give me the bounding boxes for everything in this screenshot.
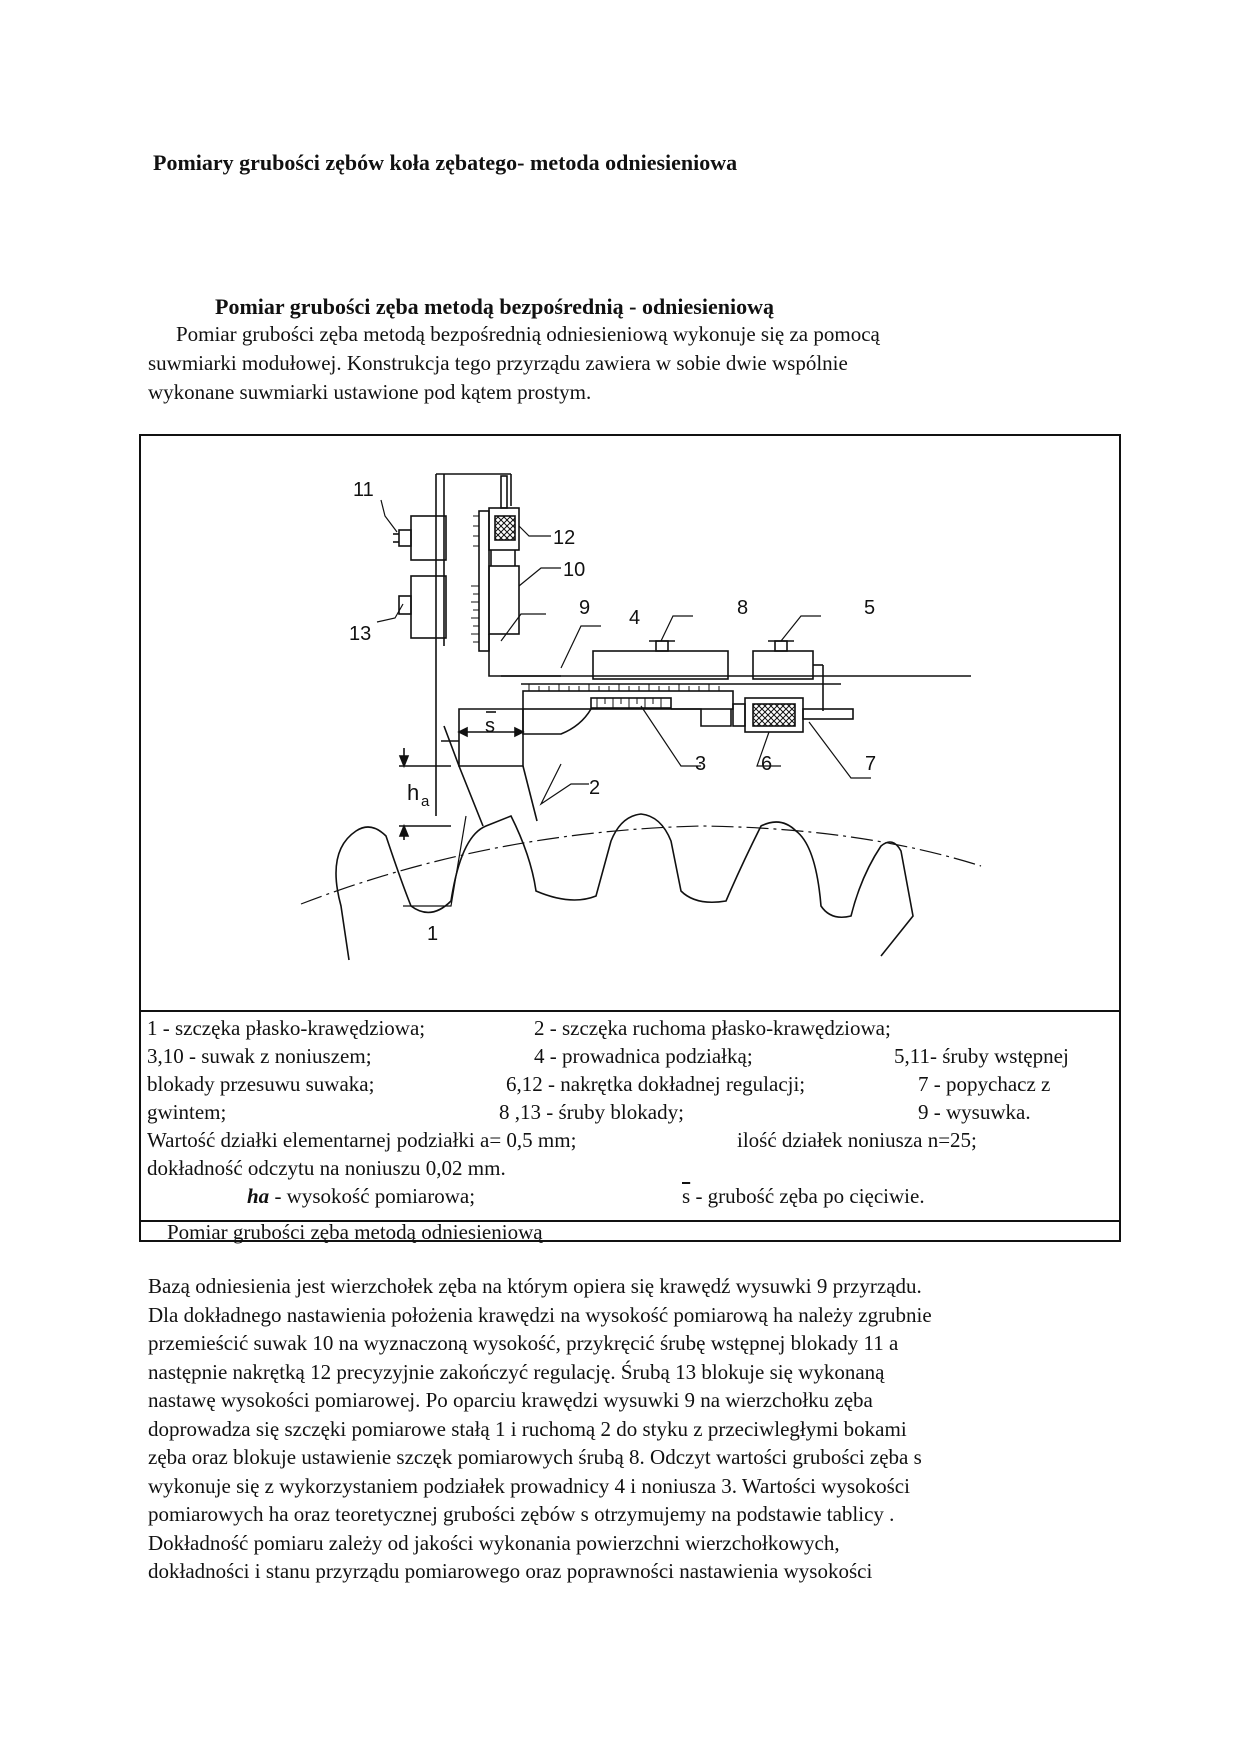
slider-8 — [593, 651, 728, 679]
legend-item: Wartość działki elementarnej podziałki a= 0,5 mm; — [147, 1128, 577, 1152]
slider-10 — [489, 566, 519, 634]
label-1: 1 — [427, 923, 439, 945]
slider-11 — [411, 516, 446, 560]
body-line: doprowadza się szczęki pomiarowe stałą 1 i ruchomą 2 do styku z przeciwległymi bokami — [148, 1416, 907, 1441]
intro-line: Pomiar grubości zęba metodą bezpośrednią odniesieniową wykonuje się za pomocą — [176, 322, 880, 346]
label-s: s — [485, 715, 495, 737]
legend-item: 7 - popychacz z — [918, 1072, 1051, 1096]
nut-6 — [753, 704, 795, 726]
legend-item: 8 ,13 - śruby blokady; — [499, 1100, 684, 1124]
label-12: 12 — [553, 527, 576, 549]
legend-item: 1 - szczęka płasko-krawędziowa; — [147, 1016, 426, 1040]
section-title: Pomiar grubości zęba metodą bezpośrednią - odniesieniową — [215, 294, 774, 319]
page-title: Pomiary grubości zębów koła zębatego- metoda odniesieniowa — [153, 150, 738, 175]
body-line: nastawę wysokości pomiarowej. Po oparciu krawędzi wysuwki 9 na wierzchołku zęba — [148, 1388, 873, 1412]
body-line: Bazą odniesienia jest wierzchołek zęba na którym opiera się krawędź wysuwki 9 przyrządu. — [148, 1274, 922, 1298]
block-5 — [753, 651, 813, 679]
legend-item: dokładność odczytu na noniuszu 0,02 mm. — [147, 1156, 506, 1180]
main-beam — [523, 691, 733, 709]
body-line: wykonuje się z wykorzystaniem podziałek prowadnicy 4 i noniusza 3. Wartości wysokości — [148, 1473, 910, 1498]
body-line: przemieścić suwak 10 na wyznaczoną wysokość, przykręcić śrubę wstępnej blokady 11 a — [148, 1331, 899, 1355]
slider-13 — [411, 576, 446, 638]
body-line: zęba oraz blokuje ustawienie szczęk pomiarowych śrubą 8. Odczyt wartości grubości zęba s — [148, 1445, 922, 1469]
s-description: - grubość zęba po cięciwie. — [690, 1184, 925, 1208]
ha-description: - wysokość pomiarowa; — [269, 1184, 476, 1208]
body-line: Dla dokładnego nastawienia położenia krawędzi na wysokość pomiarową ha należy zgrubnie — [148, 1302, 932, 1327]
label-13: 13 — [349, 623, 372, 645]
label-2: 2 — [589, 777, 601, 799]
vernier-3 — [591, 698, 671, 708]
gear-profile — [336, 814, 913, 960]
label-4: 4 — [629, 607, 641, 629]
label-9: 9 — [579, 597, 591, 619]
legend-item: 3,10 - suwak z noniuszem; — [147, 1044, 372, 1068]
pitch-circle — [301, 826, 981, 904]
label-11: 11 — [353, 479, 374, 501]
legend-item: ilość działek noniusza n=25; — [737, 1128, 977, 1152]
legend-s — [682, 1184, 925, 1209]
caliper-diagram — [141, 436, 1119, 1010]
label-6: 6 — [761, 753, 773, 775]
legend-item: gwintem; — [147, 1100, 227, 1124]
legend-item: blokady przesuwu suwaka; — [147, 1072, 375, 1096]
intro-line: suwmiarki modułowej. Konstrukcja tego przyrządu zawiera w sobie dwie wspólnie — [148, 351, 848, 375]
body-line: dokładności i stanu przyrządu pomiarowego oraz poprawności nastawienia wysokości — [148, 1559, 873, 1583]
legend-item: 4 - prowadnica podziałką; — [534, 1044, 753, 1068]
figure-frame — [139, 434, 1121, 1242]
body-paragraph — [148, 1272, 1108, 1586]
legend-item: 9 - wysuwka. — [918, 1100, 1031, 1124]
label-3: 3 — [695, 753, 707, 775]
label-ha-sub: a — [421, 793, 430, 810]
nut-12 — [495, 516, 515, 540]
body-line: Dokładność pomiaru zależy od jakości wykonania powierzchni wierzchołkowych, — [148, 1530, 840, 1555]
label-ha: h — [407, 780, 420, 805]
legend — [141, 1010, 1119, 1220]
figure-caption-box — [141, 1220, 1119, 1244]
ha-symbol: ha — [247, 1184, 270, 1208]
intro-line: wykonane suwmiarki ustawione pod kątem prostym. — [148, 380, 592, 404]
legend-item: 5,11- śruby wstępnej — [894, 1044, 1069, 1068]
s-symbol: $\overline{s}$ — [682, 1184, 691, 1208]
intro-paragraph — [148, 320, 1068, 407]
body-line: następnie nakrętką 12 precyzyjnie zakończyć regulację. Śrubą 13 blokuje się wykonaną — [148, 1359, 885, 1384]
label-7: 7 — [865, 753, 877, 775]
label-5: 5 — [864, 597, 876, 619]
body-line: pomiarowych ha oraz teoretycznej grubości zębów s otrzymujemy na podstawie tablicy . — [148, 1502, 895, 1526]
label-8: 8 — [737, 597, 749, 619]
pusher-7 — [803, 709, 853, 719]
label-10: 10 — [563, 559, 586, 581]
legend-item: 6,12 - nakrętka dokładnej regulacji; — [506, 1072, 806, 1096]
legend-item: 2 - szczęka ruchoma płasko-krawędziowa; — [534, 1016, 891, 1040]
figure-caption: Pomiar grubości zęba metodą odniesieniową — [167, 1220, 543, 1244]
legend-ha — [247, 1184, 475, 1209]
